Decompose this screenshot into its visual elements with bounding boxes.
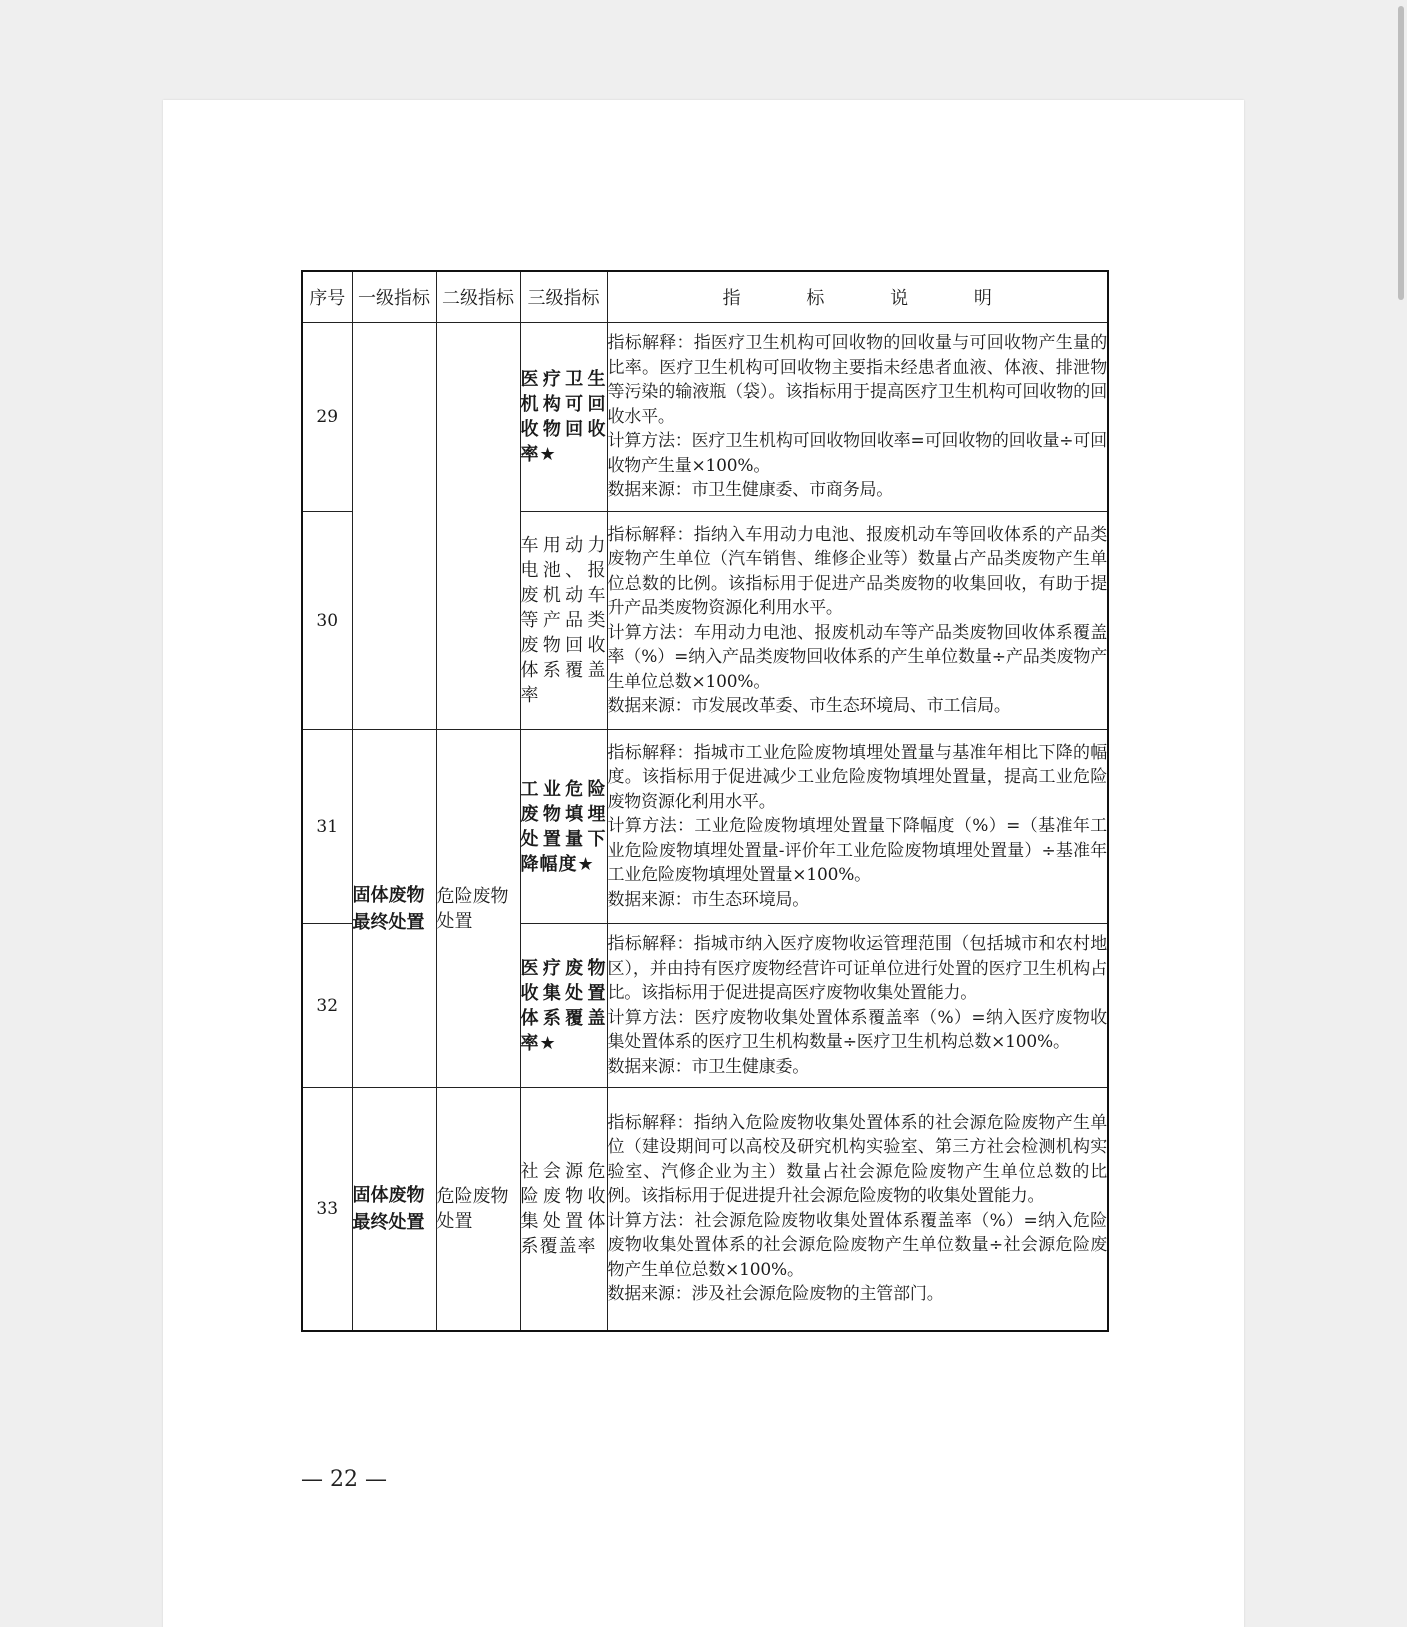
row-description xyxy=(607,1088,1108,1331)
row-description xyxy=(607,924,1108,1088)
document-page xyxy=(163,100,1244,1627)
row-level1: 固体废物最终处置 xyxy=(352,730,436,1088)
row-level3: 社会源危险废物收集处置体系覆盖率 xyxy=(520,1088,607,1331)
table-row xyxy=(302,323,1108,512)
row-description xyxy=(607,323,1108,512)
explanation-text: 指标解释：指纳入车用动力电池、报废机动车等回收体系的产品类废物产生单位（汽车销售、维修企业等）数量占产品类废物产生单位总数的比例。该指标用于促进产品类废物的收集回收，有助于提升产品类废物资源化利用水平。 xyxy=(607,524,1107,618)
method-text: 计算方法：工业危险废物填埋处置量下降幅度（%）=（基准年工业危险废物填埋处置量-评价年工业危险废物填埋处置量）÷基准年工业危险废物填埋处置量×100%。 xyxy=(607,816,1107,886)
page-number: — 22 — xyxy=(301,1467,387,1492)
source-text: 数据来源：市生态环境局。 xyxy=(607,889,810,910)
row-description xyxy=(607,730,1108,924)
row-level2-empty xyxy=(436,323,520,730)
header-seq: 序号 xyxy=(302,271,352,323)
vertical-scrollbar[interactable] xyxy=(1393,0,1407,1627)
header-description: 指 标 说 明 xyxy=(607,271,1108,323)
row-level2: 危险废物处置 xyxy=(436,1088,520,1331)
row-seq: 33 xyxy=(302,1088,352,1331)
row-seq: 30 xyxy=(302,512,352,730)
method-text: 计算方法：医疗卫生机构可回收物回收率=可回收物的回收量÷可回收物产生量×100%。 xyxy=(607,431,1107,476)
row-seq: 29 xyxy=(302,323,352,512)
row-level1-empty xyxy=(352,323,436,730)
row-level3: 车用动力电池、报废机动车等产品类废物回收体系覆盖率 xyxy=(520,512,607,730)
table-header-row xyxy=(302,271,1108,323)
row-level1: 固体废物最终处置 xyxy=(352,1088,436,1331)
method-text: 计算方法：医疗废物收集处置体系覆盖率（%）=纳入医疗废物收集处置体系的医疗卫生机构数量÷医疗卫生机构总数×100%。 xyxy=(607,1007,1107,1052)
source-text: 数据来源：市发展改革委、市生态环境局、市工信局。 xyxy=(607,696,1011,716)
row-seq: 32 xyxy=(302,924,352,1088)
table-row xyxy=(302,1088,1108,1331)
explanation-text: 指标解释：指城市工业危险废物填埋处置量与基准年相比下降的幅度。该指标用于促进减少工业危险废物填埋处置量，提高工业危险废物资源化利用水平。 xyxy=(607,742,1107,812)
row-level3: 医疗废物收集处置体系覆盖率★ xyxy=(520,924,607,1088)
source-text: 数据来源：市卫生健康委。 xyxy=(607,1056,810,1077)
method-text: 计算方法：社会源危险废物收集处置体系覆盖率（%）=纳入危险废物收集处置体系的社会源危险废物产生单位数量÷社会源危险废物产生单位总数×100%。 xyxy=(607,1210,1107,1280)
table-row xyxy=(302,730,1108,924)
source-text: 数据来源：涉及社会源危险废物的主管部门。 xyxy=(607,1284,944,1305)
row-seq: 31 xyxy=(302,730,352,924)
source-text: 数据来源：市卫生健康委、市商务局。 xyxy=(607,480,894,501)
header-level2: 二级指标 xyxy=(436,271,520,323)
row-description xyxy=(607,512,1108,730)
row-level3: 工业危险废物填埋处置量下降幅度★ xyxy=(520,730,607,924)
row-level2: 危险废物处置 xyxy=(436,730,520,1088)
method-text: 计算方法：车用动力电池、报废机动车等产品类废物回收体系覆盖率（%）=纳入产品类废物回收体系的产生单位数量÷产品类废物产生单位总数×100%。 xyxy=(607,622,1107,692)
header-level1: 一级指标 xyxy=(352,271,436,323)
scrollbar-thumb[interactable] xyxy=(1398,6,1404,300)
indicator-table xyxy=(301,270,1109,1332)
explanation-text: 指标解释：指医疗卫生机构可回收物的回收量与可回收物产生量的比率。医疗卫生机构可回收物主要指未经患者血液、体液、排泄物等污染的输液瓶（袋）。该指标用于提高医疗卫生机构可回收物的回收水平。 xyxy=(607,333,1107,427)
header-level3: 三级指标 xyxy=(520,271,607,323)
row-level3: 医疗卫生机构可回收物回收率★ xyxy=(520,323,607,512)
explanation-text: 指标解释：指城市纳入医疗废物收运管理范围（包括城市和农村地区），并由持有医疗废物经营许可证单位进行处置的医疗卫生机构占比。该指标用于促进提高医疗废物收集处置能力。 xyxy=(607,934,1107,1003)
explanation-text: 指标解释：指纳入危险废物收集处置体系的社会源危险废物产生单位（建设期间可以高校及研究机构实验室、第三方社会检测机构实验室、汽修企业为主）数量占社会源危险废物产生单位总数的比例。该指标用于促进提升社会源危险废物的收集处置能力。 xyxy=(607,1112,1107,1207)
